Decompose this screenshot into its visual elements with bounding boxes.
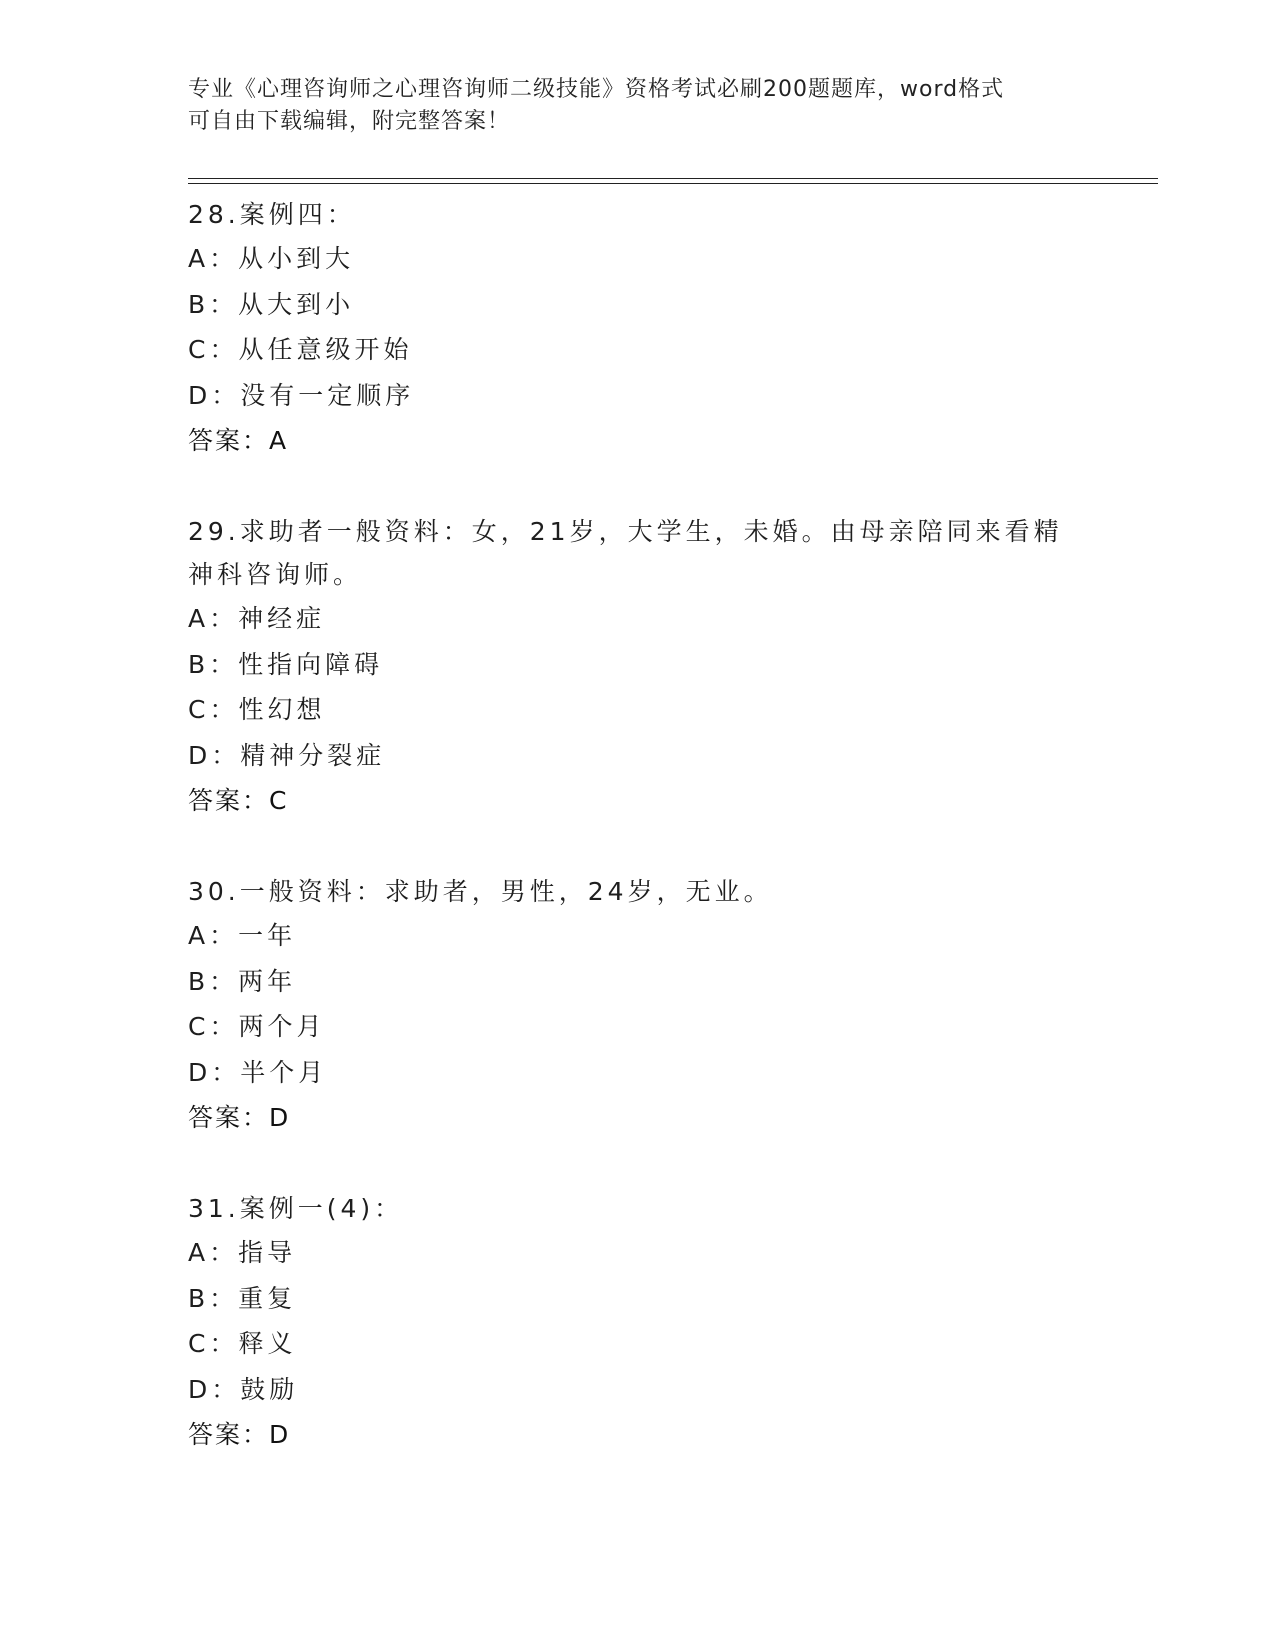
answer-text: 答案：A <box>188 426 289 455</box>
option-d: D：鼓励 <box>188 1374 299 1404</box>
option-a: A：从小到大 <box>188 244 355 273</box>
option-b: B：从大到小 <box>188 289 355 319</box>
question-28 <box>188 193 1088 464</box>
question-31 <box>188 1187 1088 1458</box>
answer-text: 答案：D <box>188 1420 291 1449</box>
option-a: A：神经症 <box>188 604 326 633</box>
option-c: C：两个月 <box>188 1012 326 1041</box>
header-line-1: 专业《心理咨询师之心理咨询师二级技能》资格考试必刷200题题库，word格式 <box>188 77 1005 102</box>
question-stem: 29.求助者一般资料：女，21岁，大学生，未婚。由母亲陪同来看精神科咨询师。 <box>188 517 1063 589</box>
header-line-2: 可自由下载编辑，附完整答案！ <box>188 109 511 134</box>
header-divider-top <box>188 178 1158 179</box>
option-a: A：一年 <box>188 921 297 950</box>
answer-text: 答案：D <box>188 1103 291 1132</box>
header-divider-bottom <box>188 183 1158 184</box>
question-30 <box>188 870 1088 1141</box>
option-b: B：两年 <box>188 966 297 996</box>
document-header <box>188 74 1088 138</box>
answer-text: 答案：C <box>188 786 289 815</box>
option-a: A：指导 <box>188 1238 297 1267</box>
option-b: B：性指向障碍 <box>188 649 384 679</box>
option-c: C：从任意级开始 <box>188 335 413 364</box>
option-c: C：释义 <box>188 1329 297 1358</box>
question-29 <box>188 510 1088 824</box>
option-d: D：半个月 <box>188 1057 328 1087</box>
option-b: B：重复 <box>188 1283 297 1313</box>
option-c: C：性幻想 <box>188 695 326 724</box>
option-d: D：没有一定顺序 <box>188 380 415 410</box>
question-list <box>188 193 1088 1504</box>
option-d: D：精神分裂症 <box>188 740 386 770</box>
question-stem: 28.案例四： <box>188 200 356 229</box>
question-stem: 31.案例一(4)： <box>188 1194 404 1223</box>
question-stem: 30.一般资料：求助者，男性，24岁，无业。 <box>188 877 773 906</box>
